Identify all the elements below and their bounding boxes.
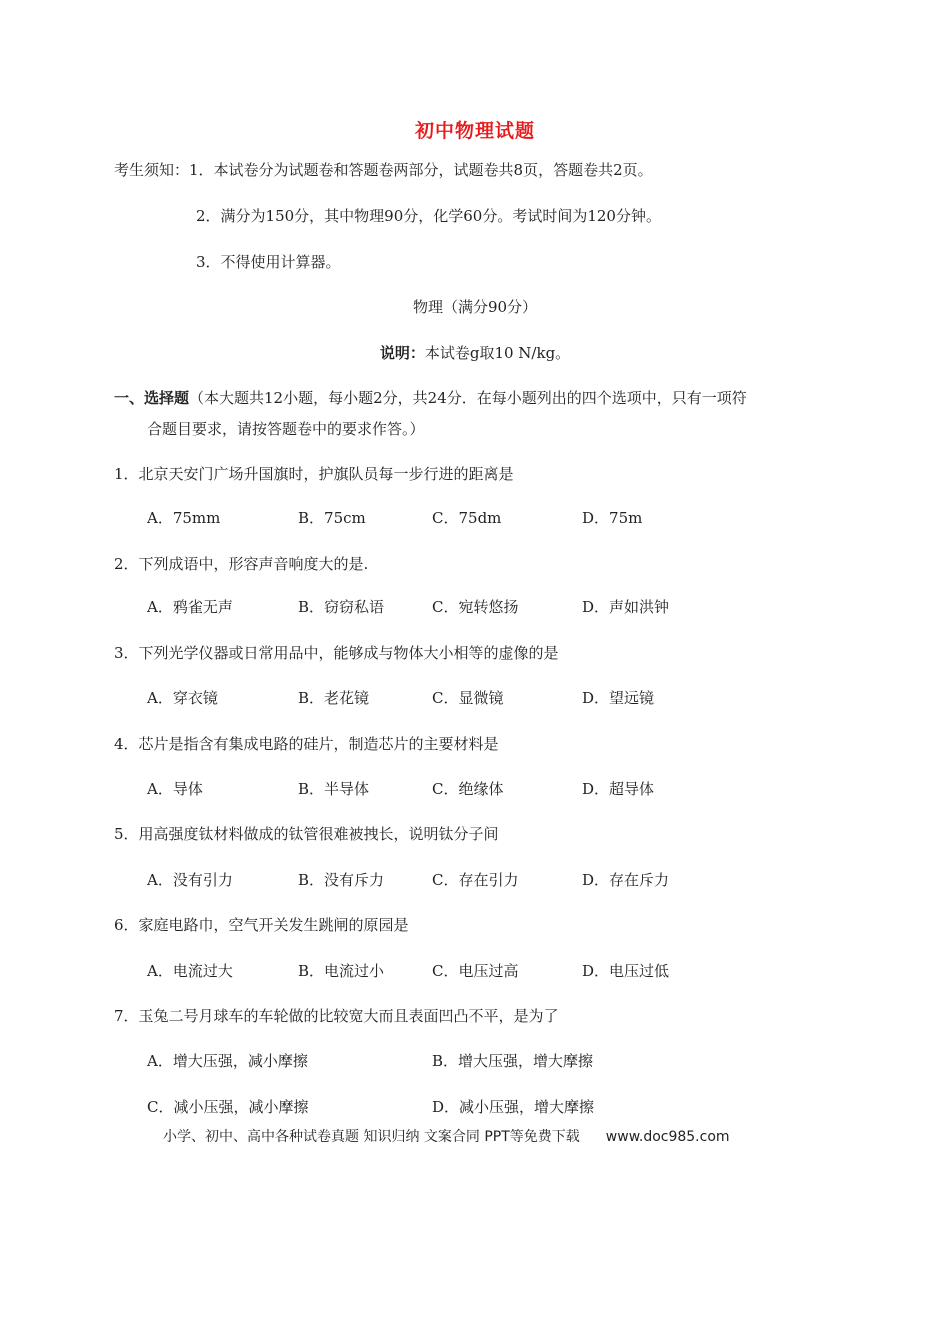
note-label: 说明： (379, 344, 425, 362)
option-d: D．电压过低 (582, 962, 670, 980)
notice-item-3: 3．不得使用计算器。 (196, 253, 341, 271)
option-a: A．电流过大 (147, 962, 233, 980)
option-a: A．导体 (147, 780, 203, 798)
option-c: C．电压过高 (432, 962, 519, 980)
option-a: A．增大压强，减小摩擦 (147, 1052, 308, 1070)
section-text-1: （本大题共12小题，每小题2分，共24分．在每小题列出的四个选项中，只有一项符 (189, 389, 747, 407)
option-b: B．半导体 (298, 780, 370, 798)
option-d: D．75m (582, 509, 643, 527)
option-d: D．超导体 (582, 780, 655, 798)
option-c: C．存在引力 (432, 871, 519, 889)
question-stem: 4．芯片是指含有集成电路的硅片，制造芯片的主要材料是 (114, 735, 499, 753)
section-label: 一、选择题 (114, 389, 190, 407)
footer (163, 1126, 730, 1146)
option-b: B．老花镜 (298, 689, 370, 707)
option-b: B．75cm (298, 509, 366, 527)
option-d: D．望远镜 (582, 689, 655, 707)
option-d: D．存在斥力 (582, 871, 670, 889)
footer-url: www.doc985.com (605, 1129, 730, 1145)
notice-item-2: 2．满分为150分，其中物理90分，化学60分。考试时间为120分钟。 (196, 207, 661, 225)
option-a: A．没有引力 (147, 871, 233, 889)
option-c: C．显微镜 (432, 689, 504, 707)
option-d: D．减小压强，增大摩擦 (432, 1098, 595, 1116)
question-stem: 3．下列光学仪器或日常用品中，能够成与物体大小相等的虚像的是 (114, 644, 559, 662)
notice-label: 考生须知： (114, 161, 190, 179)
notice-item-1: 1．本试卷分为试题卷和答题卷两部分，试题卷共8页，答题卷共2页。 (189, 161, 653, 179)
option-c: C．宛转悠扬 (432, 598, 519, 616)
section-text-2: 合题目要求，请按答题卷中的要求作答。） (147, 420, 425, 438)
option-a: A．鸦雀无声 (147, 598, 233, 616)
subject-heading: 物理（满分90分） (412, 298, 538, 316)
question-stem: 6．家庭电路巾，空气开关发生跳闸的原园是 (114, 916, 409, 934)
option-b: B．增大压强，增大摩擦 (432, 1052, 594, 1070)
section-heading (114, 388, 747, 408)
question-stem: 1．北京天安门广场升国旗时，护旗队员每一步行进的距离是 (114, 465, 514, 483)
option-a: A．75mm (147, 509, 221, 527)
question-stem: 5．用高强度钛材料做成的钛管很难被拽长，说明钛分子间 (114, 825, 499, 843)
note-line (0, 343, 950, 363)
option-b: B．窃窃私语 (298, 598, 385, 616)
option-d: D．声如洪钟 (582, 598, 670, 616)
question-stem: 2．下列成语中，形容声音响度大的是. (114, 555, 369, 573)
option-b: B．没有斥力 (298, 871, 385, 889)
notice-line-1 (114, 160, 653, 180)
option-c: C．减小压强，减小摩擦 (147, 1098, 309, 1116)
note-text: 本试卷g取10 N/kg。 (424, 344, 571, 362)
option-c: C．绝缘体 (432, 780, 504, 798)
option-a: A．穿衣镜 (147, 689, 218, 707)
question-stem: 7．玉兔二号月球车的车轮做的比较宽大而且表面凹凸不平，是为了 (114, 1007, 559, 1025)
footer-text: 小学、初中、高中各种试卷真题 知识归纳 文案合同 PPT等免费下载 (163, 1129, 580, 1145)
option-c: C．75dm (432, 509, 502, 527)
option-b: B．电流过小 (298, 962, 385, 980)
page-title: 初中物理试题 (414, 120, 535, 142)
